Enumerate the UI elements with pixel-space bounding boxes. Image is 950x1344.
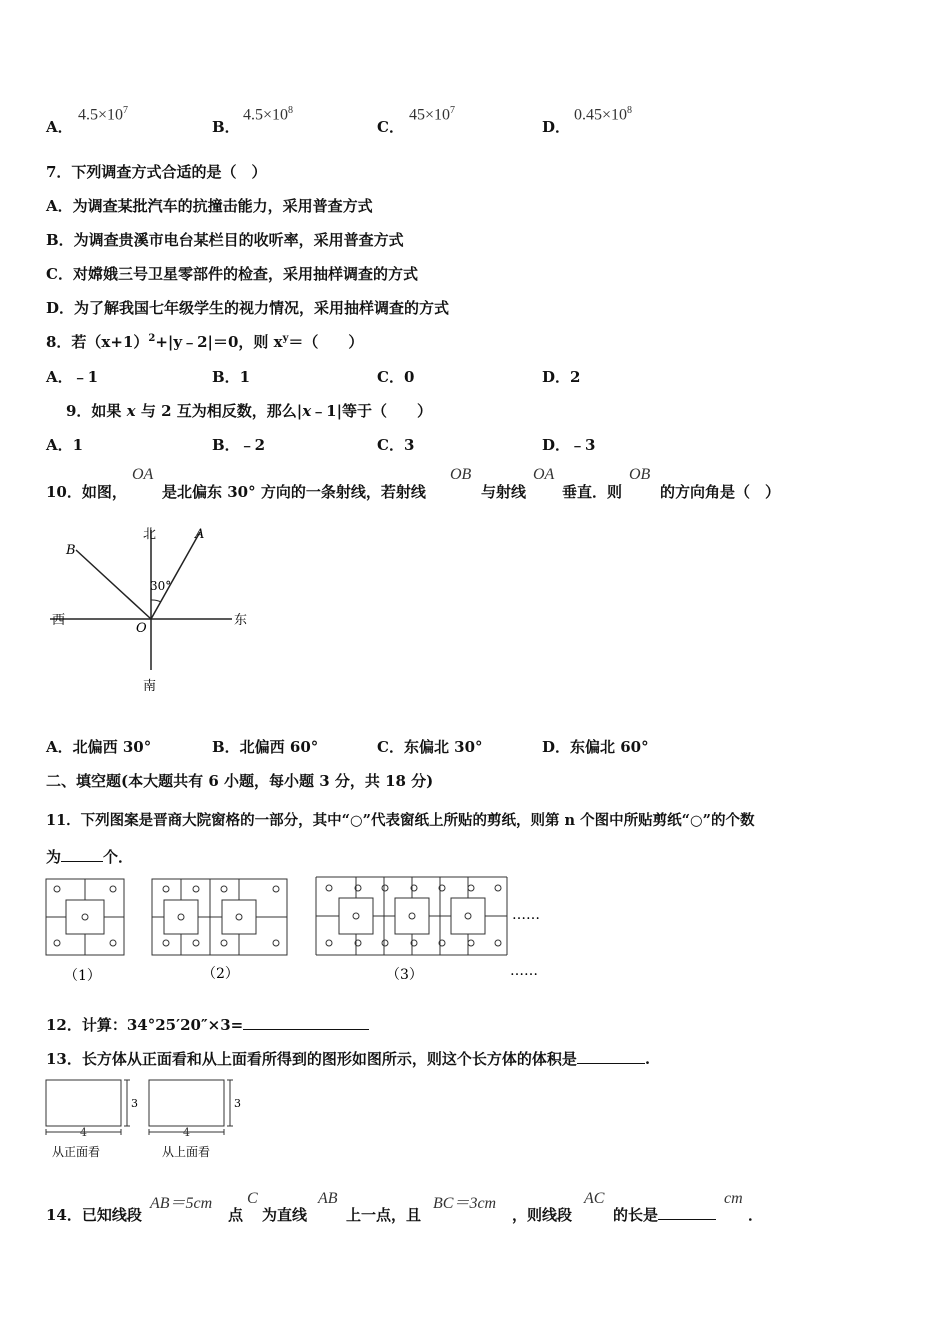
label-west: 西	[52, 613, 66, 628]
q14-text-6: 的长是	[613, 1204, 716, 1225]
q7-option-b: B．为调查贵溪市电台某栏目的收听率，采用普查方式	[46, 231, 404, 249]
q10-compass-figure	[40, 520, 270, 700]
label-east: 东	[234, 613, 248, 628]
q14-end-mark: ．	[748, 1206, 764, 1224]
q6-option-b-value: $4.5\times 10^8$	[243, 105, 294, 124]
q9-option-d: D．﹣3	[542, 436, 596, 454]
q6-option-b-letter: B．	[212, 118, 240, 136]
front-width-label: 4	[80, 1126, 87, 1139]
top-view	[149, 1080, 233, 1135]
pattern-label-2: （2）	[202, 966, 239, 982]
q14-text-4: 上一点，且	[346, 1206, 422, 1224]
q12-stem: 12．计算：34°25′20″×3=	[46, 1014, 369, 1035]
front-height-label: 3	[131, 1097, 138, 1110]
q7-option-a: A．为调查某批汽车的抗撞击能力，采用普查方式	[46, 197, 373, 215]
dots-right: ……	[512, 907, 540, 923]
q9-option-a: A．1	[46, 436, 84, 454]
angle-arc	[151, 600, 161, 602]
q10-math-ob: OB	[450, 466, 472, 483]
q14-math-bc-3cm: BC＝3cm	[433, 1195, 497, 1212]
pattern-label-3: （3）	[386, 967, 423, 983]
q9-stem: 9．如果 x 与 2 互为相反数，那么|x﹣1|等于（ ）	[66, 402, 433, 420]
q14-text-1: 14．已知线段	[46, 1206, 142, 1224]
q7-option-c: C．对嫦娥三号卫星零部件的检查，采用抽样调查的方式	[46, 265, 418, 283]
q11-window-patterns	[40, 872, 560, 992]
q8-option-b: B．1	[212, 368, 251, 386]
pattern-3	[316, 877, 507, 955]
label-b: B	[66, 543, 76, 558]
top-view-caption: 从上面看	[162, 1145, 211, 1159]
q10-option-d: D．东偏北 60°	[542, 738, 649, 756]
q10-math-ob-2: OB	[629, 466, 651, 483]
q10-text-4: 垂直．则	[562, 483, 623, 501]
q13-stem: 13．长方体从正面看和从上面看所得到的图形如图所示，则这个长方体的体积是 .	[46, 1050, 651, 1068]
q7-stem: 7．下列调查方式合适的是（ ）	[46, 163, 267, 181]
q14-math-ab-5cm: AB＝5cm	[150, 1195, 213, 1212]
label-north: 北	[143, 527, 157, 542]
q9-option-b: B．﹣2	[212, 436, 266, 454]
label-o: O	[136, 621, 147, 636]
q11-stem-line-1: 11．下列图案是晋商大院窗格的一部分，其中“○”代表窗纸上所贴的剪纸，则第 n 个图中所贴剪纸“○”的个数	[46, 812, 755, 829]
pattern-2	[152, 879, 287, 955]
q14-math-ac: AC	[584, 1190, 605, 1207]
q14-text-5: ，则线段	[512, 1206, 573, 1224]
label-south: 南	[143, 679, 157, 694]
q6-option-c-value: $45\times 10^7$	[409, 105, 456, 124]
q11-stem-line-2: 为 个．	[46, 848, 134, 866]
q10-option-c: C．东偏北 30°	[377, 738, 483, 756]
q14-text-3: 为直线	[262, 1206, 308, 1224]
q11-answer-blank	[61, 861, 103, 862]
section-2-heading: 二、填空题(本大题共有 6 小题，每小题 3 分，共 18 分)	[46, 772, 434, 790]
q8-option-a: A．﹣1	[46, 368, 99, 386]
front-view-caption: 从正面看	[52, 1145, 101, 1159]
ray-ob	[76, 550, 151, 619]
front-view	[46, 1080, 130, 1135]
q6-option-a-value: $4.5\times 10^7$	[78, 105, 129, 124]
q14-math-ab: AB	[318, 1190, 338, 1207]
q6-option-a-letter: A．	[46, 118, 73, 136]
q14-math-c: C	[247, 1190, 258, 1207]
label-a: A	[195, 527, 205, 542]
q14-answer-blank	[658, 1219, 716, 1220]
q12-answer-blank	[243, 1029, 369, 1030]
q8-option-c: C．0	[377, 368, 415, 386]
q9-option-c: C．3	[377, 436, 415, 454]
q10-math-oa-2: OA	[533, 466, 555, 483]
q6-option-d-letter: D．	[542, 118, 571, 136]
q13-answer-blank	[577, 1063, 645, 1064]
q10-text-2: 是北偏东 30° 方向的一条射线，若射线	[162, 483, 426, 501]
q6-option-d-value: $0.45\times 10^8$	[574, 105, 633, 124]
q10-text-3: 与射线	[481, 483, 527, 501]
ray-oa	[151, 532, 200, 619]
q10-text-1: 10．如图，	[46, 483, 127, 501]
pattern-label-1: （1）	[64, 968, 101, 984]
label-angle: 30°	[150, 579, 172, 593]
q14-text-2: 点	[228, 1206, 244, 1224]
q8-option-d: D．2	[542, 368, 581, 386]
dots-below: ……	[510, 963, 538, 979]
q14-math-cm: cm	[724, 1190, 743, 1207]
q13-views-figure	[40, 1074, 250, 1166]
q10-option-a: A．北偏西 30°	[46, 738, 152, 756]
top-width-label: 4	[183, 1126, 190, 1139]
q8-stem: 8．若$(x+1)^2+|y﹣2|=0$，则 $x^y=$（ ）	[46, 333, 364, 351]
pattern-1	[46, 879, 124, 955]
q6-option-c-letter: C．	[377, 118, 404, 136]
q10-math-oa: OA	[132, 466, 154, 483]
q10-text-5: 的方向角是（ ）	[660, 483, 781, 501]
top-height-label: 3	[234, 1097, 241, 1110]
q7-option-d: D．为了解我国七年级学生的视力情况，采用抽样调查的方式	[46, 299, 450, 317]
q10-option-b: B．北偏西 60°	[212, 738, 319, 756]
